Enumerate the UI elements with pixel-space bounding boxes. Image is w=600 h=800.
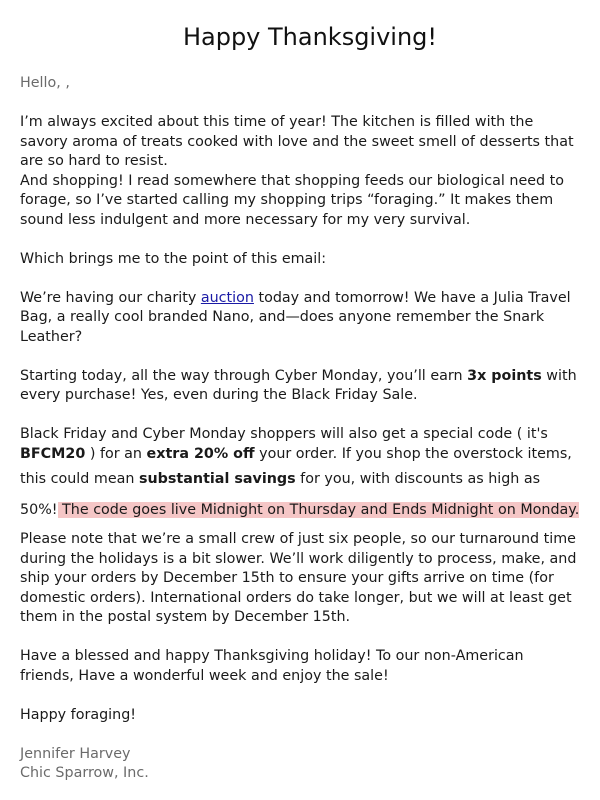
points-paragraph [20, 367, 580, 406]
spacer [20, 725, 580, 745]
promo-tall-lines [20, 471, 579, 518]
promo-text-3: your order. If you shop the overstock items, [254, 445, 572, 462]
spacer [20, 628, 580, 648]
closing: Happy foraging! [20, 706, 137, 723]
promo-text-2: ) for an [85, 445, 147, 462]
promo-code: BFCM20 [20, 445, 86, 462]
holiday-paragraph: Have a blessed and happy Thanksgiving holiday! To our non-American friends, Have a wonderful week and enjoy the sale! [20, 648, 524, 684]
spacer [20, 230, 580, 250]
promo-discount: extra 20% off [146, 445, 255, 462]
auction-text-before: We’re having our charity [20, 289, 201, 306]
auction-paragraph [20, 289, 580, 348]
spacer [20, 686, 580, 706]
points-bold: 3x points [467, 367, 542, 384]
intro-paragraph-2: And shopping! I read somewhere that shopping feeds our biological need to forage, so I’ve started calling my shopping trips “foraging.” It makes them sound less indulgent and more necessary for my very survival. [20, 172, 565, 228]
auction-link[interactable]: auction [200, 289, 254, 306]
promo-savings: substantial savings [138, 471, 296, 487]
spacer [20, 269, 580, 289]
email-title: Happy Thanksgiving! [182, 23, 438, 51]
promo-highlight: The code goes live Midnight on Thursday and Ends Midnight on Monday. [57, 502, 580, 518]
promo-text-3-end: this could mean [20, 471, 139, 487]
spacer [20, 347, 580, 367]
promo-text-4: for you, with discounts as high as 50%! [20, 471, 541, 518]
shipping-paragraph: Please note that we’re a small crew of just six people, so our turnaround time during the holidays is a bit slower. We’ll work diligently to process, make, and ship your orders by December 15th to ensure your gifts arrive on time (for domestic orders). International orders do take longer, but we will at least get them in the postal system by December 15th. [20, 531, 577, 625]
spacer [20, 406, 580, 426]
signature-name: Jennifer Harvey [20, 745, 131, 762]
promo-paragraph [20, 425, 580, 526]
signature-company: Chic Sparrow, Inc. [20, 765, 149, 781]
intro-paragraph-1: I’m always excited about this time of year! The kitchen is filled with the savory aroma of treats cooked with love and the sweet smell of desserts that are so hard to resist. [20, 114, 574, 169]
points-text-before: Starting today, all the way through Cyber Monday, you’ll earn [20, 367, 468, 384]
spacer [20, 94, 580, 114]
greeting: Hello, , [20, 75, 70, 91]
promo-text-1: Black Friday and Cyber Monday shoppers will also get a special code ( it's [20, 426, 548, 442]
point-paragraph: Which brings me to the point of this email: [20, 250, 327, 267]
auction-text-after: today and tomorrow! We have a Julia Travel Bag, a really cool branded Nano, and—does anyone remember the Snark Leather? [20, 289, 571, 345]
points-text-after: with every purchase! Yes, even during the Black Friday Sale. [20, 367, 577, 403]
